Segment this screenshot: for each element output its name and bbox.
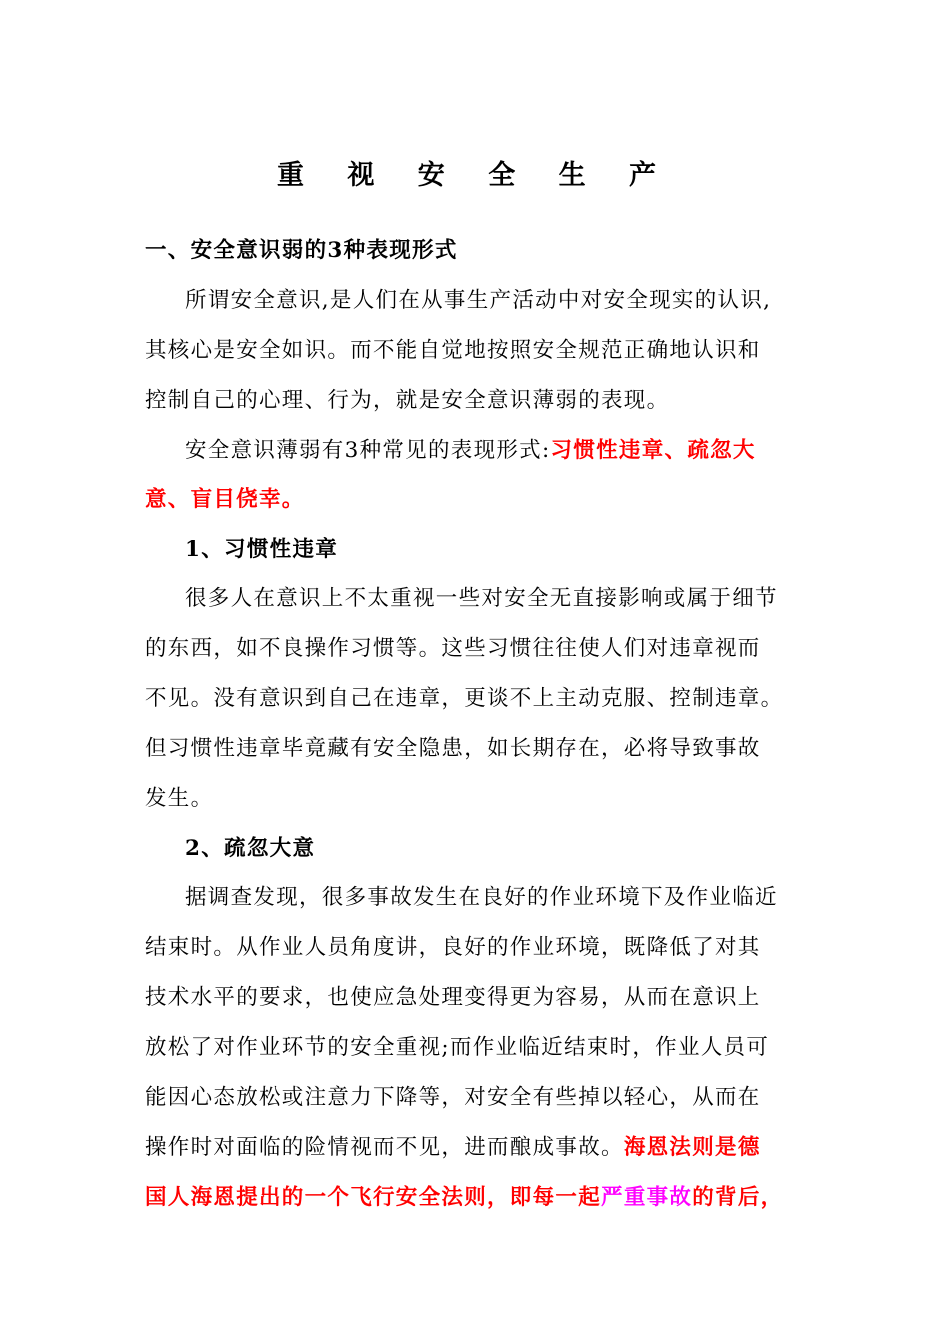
highlight-text: 意、盲目侥幸。 bbox=[145, 487, 305, 512]
paragraph-line: 所谓安全意识,是人们在从事生产活动中对安全现实的认识, bbox=[185, 288, 772, 313]
paragraph-line: 能因心态放松或注意力下降等，对安全有些掉以轻心，从而在 bbox=[145, 1085, 761, 1110]
highlight-text: 习惯性违章、疏忽大 bbox=[550, 438, 756, 463]
paragraph-line: 据调查发现，很多事故发生在良好的作业环境下及作业临近 bbox=[185, 885, 778, 910]
document-title: 重 视 安 全 生 产 bbox=[277, 160, 673, 191]
paragraph-line: 的东西，如不良操作习惯等。这些习惯往往使人们对违章视而 bbox=[145, 636, 761, 661]
paragraph-line bbox=[145, 1183, 783, 1213]
paragraph-line: 很多人在意识上不太重视一些对安全无直接影响或属于细节 bbox=[185, 586, 778, 611]
highlight-text: 的背后， bbox=[692, 1185, 784, 1210]
subsection-heading: 1、习惯性违章 bbox=[185, 537, 339, 562]
highlight-text: 海恩法则是德 bbox=[623, 1135, 761, 1160]
highlight-text-magenta: 严重事故 bbox=[601, 1185, 693, 1210]
paragraph-line bbox=[185, 436, 756, 466]
paragraph-line: 发生。 bbox=[145, 786, 214, 811]
paragraph-line: 不见。没有意识到自己在违章，更谈不上主动克服、控制违章。 bbox=[145, 686, 784, 711]
paragraph-line bbox=[145, 1133, 761, 1163]
paragraph-line: 放松了对作业环节的安全重视;而作业临近结束时，作业人员可 bbox=[145, 1035, 770, 1060]
section-heading: 一、安全意识弱的3种表现形式 bbox=[145, 238, 458, 263]
highlight-text: 国人海恩提出的一个飞行安全法则，即每一起 bbox=[145, 1185, 602, 1210]
paragraph-line: 但习惯性违章毕竟藏有安全隐患，如长期存在，必将导致事故 bbox=[145, 736, 761, 761]
paragraph-text: 操作时对面临的险情视而不见，进而酿成事故。 bbox=[145, 1135, 624, 1160]
paragraph-line: 其核心是安全如识。而不能自觉地按照安全规范正确地认识和 bbox=[145, 338, 761, 363]
paragraph-line: 控制自己的心理、行为，就是安全意识薄弱的表现。 bbox=[145, 388, 670, 413]
paragraph-line: 技术水平的要求，也使应急处理变得更为容易，从而在意识上 bbox=[145, 985, 761, 1010]
subsection-heading: 2、疏忽大意 bbox=[185, 836, 316, 861]
paragraph-line: 结束时。从作业人员角度讲，良好的作业环境，既降低了对其 bbox=[145, 935, 761, 960]
paragraph-text: 安全意识薄弱有3种常见的表现形式: bbox=[185, 438, 551, 463]
